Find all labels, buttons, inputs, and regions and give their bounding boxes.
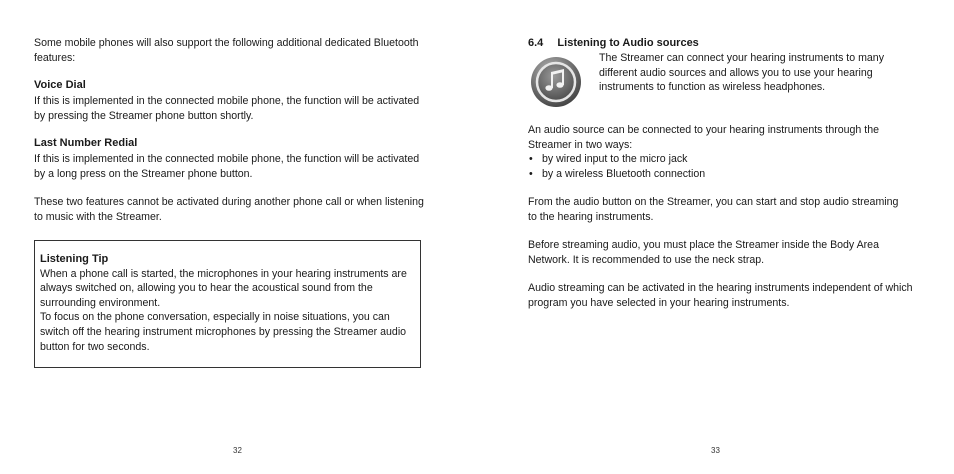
- section-title: Listening to Audio sources: [557, 37, 699, 49]
- list-item: • by wired input to the micro jack: [528, 152, 908, 167]
- listening-tip-text-1: When a phone call is started, the microphones in your hearing instruments are always switched on, allowing you to hear the acoustical sound from the surrounding environment.: [40, 267, 407, 309]
- features-note: These two features cannot be activated during another phone call or when listening to music with the Streamer.: [34, 196, 424, 223]
- audio-button-text: From the audio button on the Streamer, you can start and stop audio streaming to the hearing instruments.: [528, 196, 899, 223]
- section-intro: The Streamer can connect your hearing instruments to many different audio sources and allows you to use your hearing instruments to function as wireless headphones.: [599, 52, 884, 94]
- last-number-redial-heading: Last Number Redial: [34, 137, 138, 149]
- connection-list: [528, 152, 908, 181]
- body-area-text: Before streaming audio, you must place the Streamer inside the Body Area Network. It is recommended to use the neck strap.: [528, 239, 879, 266]
- last-number-redial-text: If this is implemented in the connected mobile phone, the function will be activated by a long press on the Streamer phone button.: [34, 153, 420, 180]
- listening-tip-box: [34, 240, 421, 368]
- page-number: 32: [233, 446, 242, 455]
- connect-text: An audio source can be connected to your hearing instruments through the Streamer in two ways:: [528, 124, 879, 151]
- section-number: 6.4: [528, 37, 544, 49]
- music-note-icon: [530, 56, 582, 108]
- section-heading: [528, 36, 699, 51]
- page-number: 33: [711, 446, 720, 455]
- intro-text: Some mobile phones will also support the following additional dedicated Bluetooth features:: [34, 37, 419, 64]
- listening-tip-text-2: To focus on the phone conversation, especially in noise situations, you can switch off the hearing instrument microphones by pressing the Streamer audio button for two seconds.: [40, 311, 407, 353]
- list-item: • by a wireless Bluetooth connection: [528, 167, 908, 182]
- voice-dial-heading: Voice Dial: [34, 79, 86, 91]
- listening-tip-heading: Listening Tip: [40, 253, 109, 265]
- program-text: Audio streaming can be activated in the hearing instruments independent of which program you have selected in your hearing instruments.: [528, 282, 913, 309]
- voice-dial-text: If this is implemented in the connected mobile phone, the function will be activated by pressing the Streamer phone button shortly.: [34, 95, 420, 122]
